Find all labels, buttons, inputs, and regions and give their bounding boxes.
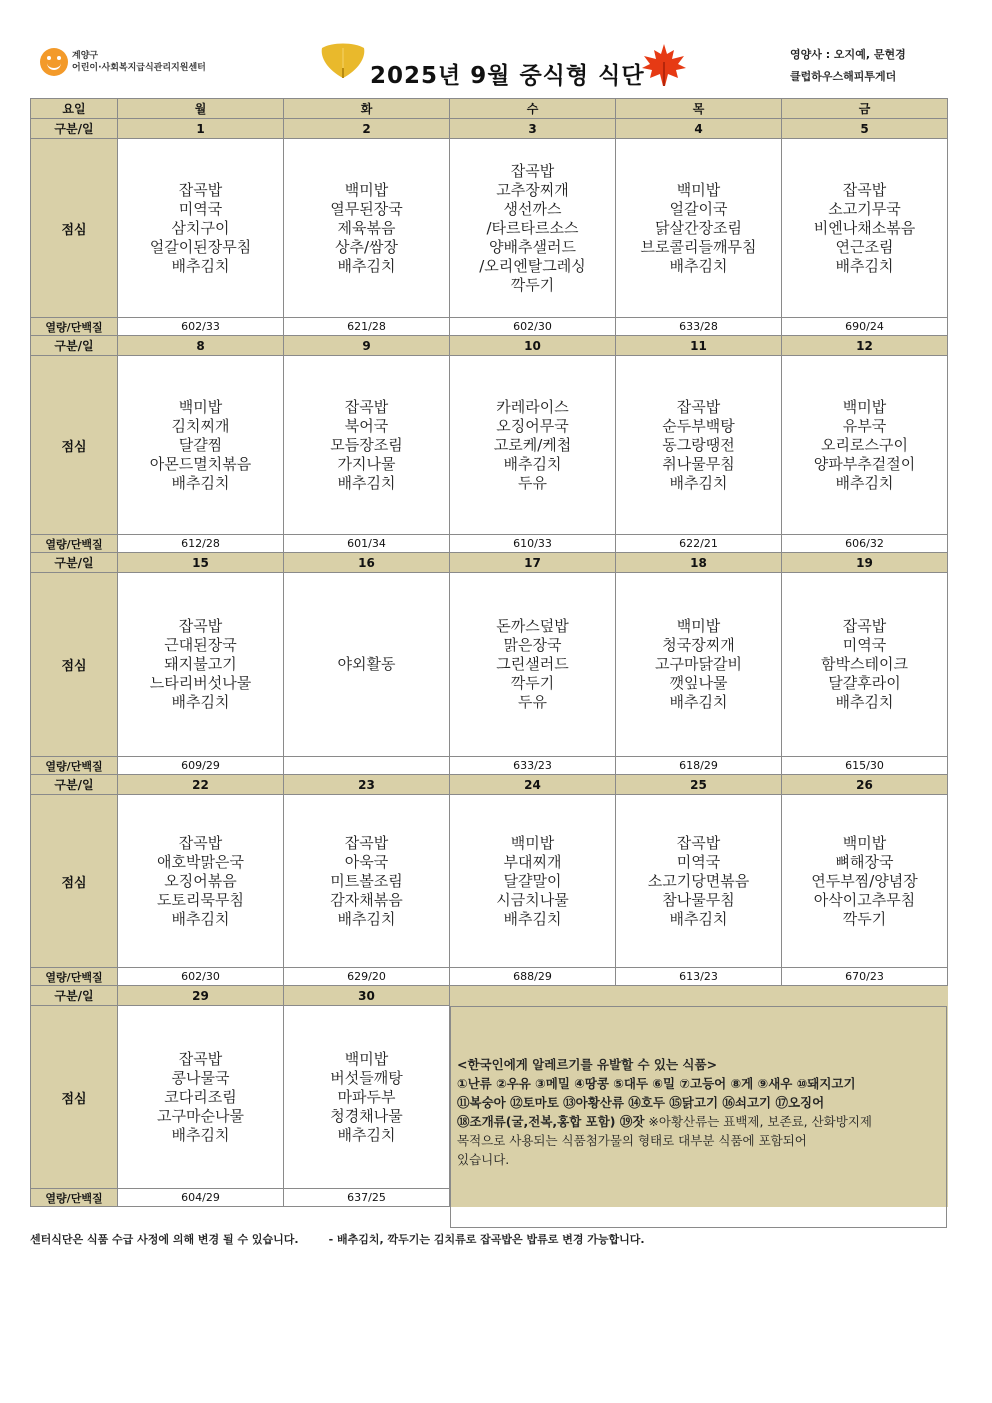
kcal-row <box>31 318 948 336</box>
page-title: 2025년 9월 중식형 식단 <box>370 63 645 89</box>
kcal-cell: 602/30 <box>450 318 616 336</box>
date-cell: 29 <box>118 986 284 1006</box>
dish-item: 잡곡밥 <box>178 180 223 199</box>
allergy-line2: ⑪복숭아 ⑫토마토 ⑬아황산류 ⑭호두 ⑮닭고기 ⑯쇠고기 ⑰오징어 <box>457 1095 825 1110</box>
dish-item: 고로케/케첩 <box>493 435 572 454</box>
dish-item: 배추김치 <box>669 693 728 711</box>
dish-item: 카레라이스 <box>496 397 569 416</box>
kcal-cell: 612/28 <box>118 535 284 553</box>
date-cell: 2 <box>284 119 450 139</box>
allergy-heading: <한국인에게 알레르기를 유발할 수 있는 식품> <box>457 1057 718 1072</box>
dish-item: 백미밥 <box>344 180 389 199</box>
dish-item: 잡곡밥 <box>842 617 887 635</box>
dish-item: 배추김치 <box>171 256 230 275</box>
dish-item: 달걀말이 <box>503 871 562 890</box>
dish-item: 미역국 <box>676 852 721 871</box>
division-date-label: 구분/일 <box>31 119 118 139</box>
meal-cell <box>284 356 450 535</box>
allergy-line5: 있습니다. <box>457 1152 510 1167</box>
kcal-protein-label: 열량/단백질 <box>31 535 118 553</box>
dish-item: 백미밥 <box>510 833 555 852</box>
dish-item: 청국장찌개 <box>662 636 735 654</box>
kcal-protein-label: 열량/단백질 <box>31 968 118 986</box>
dish-item: 배추김치 <box>337 473 396 492</box>
dish-item: 잡곡밥 <box>178 833 223 852</box>
dish-item: 그린샐러드 <box>496 655 569 673</box>
dish-item: 배추김치 <box>503 909 562 928</box>
dish-item: /오리엔탈그레싱 <box>479 256 586 275</box>
dish-item: 소고기무국 <box>828 199 901 218</box>
dish-item: 깻잎나물 <box>669 674 728 692</box>
allergy-notice <box>457 1055 942 1169</box>
lunch-row <box>31 139 948 318</box>
kcal-cell <box>284 757 450 775</box>
allergy-line3-bold: ⑱조개류(굴,전복,홍합 포함) ⑲잣 <box>457 1114 645 1129</box>
dish-item: 잡곡밥 <box>676 833 721 852</box>
dish-item: 참나물무침 <box>662 890 735 909</box>
meal-cell <box>782 795 948 968</box>
kcal-cell: 615/30 <box>782 757 948 775</box>
meal-cell <box>118 573 284 757</box>
dish-item: 느타리버섯나물 <box>149 674 252 692</box>
weekday-header-row <box>31 99 948 119</box>
meal-cell <box>118 795 284 968</box>
dish-item: 상추/쌈장 <box>334 237 398 256</box>
dish-item: 얼갈이된장무침 <box>149 237 252 256</box>
dish-item: 잡곡밥 <box>178 1049 223 1068</box>
dish-item: 두유 <box>518 693 547 711</box>
dish-item: 생선까스 <box>503 199 562 218</box>
dish-item: 브로콜리들깨무침 <box>640 237 757 256</box>
meal-cell <box>616 139 782 318</box>
meal-cell <box>118 356 284 535</box>
dish-item: 백미밥 <box>344 1049 389 1068</box>
weekday-cell: 목 <box>616 99 782 119</box>
dish-item: 코다리조림 <box>164 1087 237 1106</box>
dish-item: 열무된장국 <box>330 199 403 218</box>
kcal-protein-label: 열량/단백질 <box>31 757 118 775</box>
dish-item: 배추김치 <box>669 473 728 492</box>
weekday-cell: 수 <box>450 99 616 119</box>
weekday-cell: 화 <box>284 99 450 119</box>
dish-item: 두유 <box>518 473 547 492</box>
dish-item: 순두부백탕 <box>662 416 735 435</box>
meal-cell <box>782 573 948 757</box>
dish-item: 감자채볶음 <box>330 890 403 909</box>
dish-item: 배추김치 <box>503 454 562 473</box>
dish-item: 뼈해장국 <box>835 852 894 871</box>
dish-item: 유부국 <box>842 416 887 435</box>
lunch-label: 점심 <box>31 795 118 968</box>
meal-cell <box>450 139 616 318</box>
kcal-protein-label: 열량/단백질 <box>31 1189 118 1207</box>
meal-cell <box>450 573 616 757</box>
dish-item: 깍두기 <box>510 674 555 692</box>
dish-item: 돈까스덮밥 <box>496 617 569 635</box>
dish-item: 동그랑땡전 <box>662 435 735 454</box>
dish-item: 배추김치 <box>337 1125 396 1144</box>
dish-item: 북어국 <box>344 416 389 435</box>
dish-item: 제육볶음 <box>337 218 396 237</box>
division-date-label: 구분/일 <box>31 336 118 356</box>
footer-notes <box>30 1231 645 1247</box>
allergy-line3-rest: ※아황산류는 표백제, 보존료, 산화방지제 <box>644 1114 872 1129</box>
dish-item: 연근조림 <box>835 237 894 256</box>
dish-item: 양파부추겉절이 <box>813 454 916 473</box>
dish-item: 달걀후라이 <box>828 674 901 692</box>
dish-item: 야외활동 <box>337 655 396 673</box>
dish-item: 배추김치 <box>835 473 894 492</box>
footer-note1: 센터식단은 식품 수급 사정에 의해 변경 될 수 있습니다. <box>30 1233 299 1246</box>
dish-item: 함박스테이크 <box>821 655 908 673</box>
date-cell: 3 <box>450 119 616 139</box>
maple-leaf-icon <box>640 42 688 90</box>
dish-item: 가지나물 <box>337 454 396 473</box>
dish-item: 배추김치 <box>171 909 230 928</box>
dish-item: 연두부찜/양념장 <box>811 871 918 890</box>
weekday-cell: 월 <box>118 99 284 119</box>
dish-item: 고구마닭갈비 <box>655 655 742 673</box>
dish-item: 잡곡밥 <box>676 397 721 416</box>
lunch-label: 점심 <box>31 139 118 318</box>
kcal-cell: 604/29 <box>118 1189 284 1207</box>
dish-item: 백미밥 <box>676 617 721 635</box>
dish-item: 배추김치 <box>835 256 894 275</box>
kcal-cell: 609/29 <box>118 757 284 775</box>
dish-item: 오리로스구이 <box>821 435 908 454</box>
facility-name: 클럽하우스해피투게더 <box>790 70 897 83</box>
meal-cell <box>450 356 616 535</box>
kcal-cell: 633/23 <box>450 757 616 775</box>
allergy-line3 <box>457 1112 942 1131</box>
footer-note2: - 배추김치, 깍두기는 김치류로 잡곡밥은 밥류로 변경 가능합니다. <box>328 1233 645 1246</box>
staff-info <box>790 44 906 88</box>
dish-item: 콩나물국 <box>171 1068 230 1087</box>
date-cell: 10 <box>450 336 616 356</box>
lunch-label: 점심 <box>31 1006 118 1189</box>
date-cell: 11 <box>616 336 782 356</box>
allergy-line4: 목적으로 사용되는 식품첨가물의 형태로 대부분 식품에 포함되어 <box>457 1133 807 1148</box>
date-cell: 15 <box>118 553 284 573</box>
division-date-label: 구분/일 <box>31 775 118 795</box>
dish-item: 돼지불고기 <box>164 655 237 673</box>
org-logo <box>40 48 206 76</box>
dish-item: 부대찌개 <box>503 852 562 871</box>
dish-item: 김치찌개 <box>171 416 230 435</box>
dish-item: 배추김치 <box>337 909 396 928</box>
lunch-row <box>31 795 948 968</box>
kcal-cell: 637/25 <box>284 1189 450 1207</box>
date-cell: 30 <box>284 986 450 1006</box>
kcal-cell: 602/33 <box>118 318 284 336</box>
dish-item: 마파두부 <box>337 1087 396 1106</box>
lunch-label: 점심 <box>31 573 118 757</box>
ginkgo-leaf-icon <box>318 40 368 80</box>
dietitian-names: 영양사 : 오지예, 문현경 <box>790 48 906 61</box>
meal-cell <box>616 573 782 757</box>
meal-cell <box>118 139 284 318</box>
date-cell: 18 <box>616 553 782 573</box>
dish-item: 아욱국 <box>344 852 389 871</box>
kcal-row <box>31 535 948 553</box>
dish-item: 배추김치 <box>171 693 230 711</box>
dish-item: 모듬장조림 <box>330 435 403 454</box>
date-cell: 12 <box>782 336 948 356</box>
meal-cell <box>118 1006 284 1189</box>
dish-item: 배추김치 <box>835 693 894 711</box>
date-cell: 8 <box>118 336 284 356</box>
kcal-cell: 601/34 <box>284 535 450 553</box>
kcal-cell: 606/32 <box>782 535 948 553</box>
dish-item: 깍두기 <box>842 909 887 928</box>
date-row <box>31 986 948 1006</box>
dish-item: /타르타르소스 <box>486 218 579 237</box>
org-name-line1: 계양구 <box>72 51 99 61</box>
date-cell: 26 <box>782 775 948 795</box>
dish-item: 잡곡밥 <box>842 180 887 199</box>
dish-item: 맑은장국 <box>503 636 562 654</box>
date-row <box>31 336 948 356</box>
meal-cell <box>616 356 782 535</box>
dish-item: 백미밥 <box>842 833 887 852</box>
meal-cell <box>284 139 450 318</box>
division-date-label: 구분/일 <box>31 553 118 573</box>
dish-item: 고추장찌개 <box>496 180 569 199</box>
dish-item: 근대된장국 <box>164 636 237 654</box>
org-name-line2: 어린이·사회복지급식관리지원센터 <box>72 63 206 73</box>
division-date-label: 구분/일 <box>31 986 118 1006</box>
date-cell: 1 <box>118 119 284 139</box>
dish-item: 삼치구이 <box>171 218 230 237</box>
meal-cell <box>782 139 948 318</box>
meal-cell <box>450 795 616 968</box>
meal-cell <box>616 795 782 968</box>
lunch-row <box>31 573 948 757</box>
dish-item: 취나물무침 <box>662 454 735 473</box>
dish-item: 애호박맑은국 <box>157 852 244 871</box>
date-row <box>31 119 948 139</box>
dish-item: 양배추샐러드 <box>489 237 576 256</box>
dish-item: 아몬드멸치볶음 <box>149 454 252 473</box>
dish-item: 미역국 <box>178 199 223 218</box>
kcal-cell: 690/24 <box>782 318 948 336</box>
dish-item: 소고기당면볶음 <box>647 871 750 890</box>
dish-item: 배추김치 <box>669 909 728 928</box>
kcal-cell: 621/28 <box>284 318 450 336</box>
kcal-cell: 610/33 <box>450 535 616 553</box>
lunch-row <box>31 356 948 535</box>
weekday-label: 요일 <box>31 99 118 119</box>
weekday-cell: 금 <box>782 99 948 119</box>
kcal-row <box>31 757 948 775</box>
date-cell: 25 <box>616 775 782 795</box>
dish-item: 깍두기 <box>510 275 555 294</box>
kcal-cell: 688/29 <box>450 968 616 986</box>
dish-item: 미트볼조림 <box>330 871 403 890</box>
dish-item: 시금치나물 <box>496 890 569 909</box>
dish-item: 배추김치 <box>171 473 230 492</box>
meal-cell <box>284 795 450 968</box>
dish-item: 고구마순나물 <box>157 1106 244 1125</box>
dish-item: 잡곡밥 <box>344 833 389 852</box>
date-row <box>31 775 948 795</box>
dish-item: 버섯들깨탕 <box>330 1068 403 1087</box>
kcal-protein-label: 열량/단백질 <box>31 318 118 336</box>
dish-item: 배추김치 <box>337 256 396 275</box>
dish-item: 잡곡밥 <box>178 617 223 635</box>
dish-item: 미역국 <box>842 636 887 654</box>
dish-item: 오징어볶음 <box>164 871 237 890</box>
date-cell: 17 <box>450 553 616 573</box>
kcal-cell: 670/23 <box>782 968 948 986</box>
kcal-cell: 633/28 <box>616 318 782 336</box>
dish-item: 도토리묵무침 <box>157 890 244 909</box>
date-cell: 19 <box>782 553 948 573</box>
dish-item: 아삭이고추무침 <box>813 890 916 909</box>
kcal-cell: 613/23 <box>616 968 782 986</box>
dish-item: 청경채나물 <box>330 1106 403 1125</box>
kcal-cell: 622/21 <box>616 535 782 553</box>
meal-cell <box>284 1006 450 1189</box>
meal-cell <box>284 573 450 757</box>
date-cell: 9 <box>284 336 450 356</box>
dish-item: 달걀찜 <box>178 435 223 454</box>
date-cell: 23 <box>284 775 450 795</box>
dish-item: 잡곡밥 <box>344 397 389 416</box>
dish-item: 배추김치 <box>669 256 728 275</box>
dish-item: 잡곡밥 <box>510 161 555 180</box>
date-row <box>31 553 948 573</box>
kcal-cell: 618/29 <box>616 757 782 775</box>
kcal-row <box>31 968 948 986</box>
dish-item: 닭살간장조림 <box>655 218 742 237</box>
date-cell: 22 <box>118 775 284 795</box>
meal-cell <box>782 356 948 535</box>
dish-item: 백미밥 <box>842 397 887 416</box>
date-cell: 24 <box>450 775 616 795</box>
date-cell: 16 <box>284 553 450 573</box>
date-cell: 4 <box>616 119 782 139</box>
allergy-line1: ①난류 ②우유 ③메밀 ④땅콩 ⑤대두 ⑥밀 ⑦고등어 ⑧게 ⑨새우 ⑩돼지고기 <box>457 1076 856 1091</box>
lunch-label: 점심 <box>31 356 118 535</box>
dish-item: 백미밥 <box>676 180 721 199</box>
dish-item: 비엔나채소볶음 <box>813 218 916 237</box>
dish-item: 배추김치 <box>171 1125 230 1144</box>
kcal-cell: 629/20 <box>284 968 450 986</box>
date-cell: 5 <box>782 119 948 139</box>
dish-item: 얼갈이국 <box>669 199 728 218</box>
kcal-cell: 602/30 <box>118 968 284 986</box>
dish-item: 오징어무국 <box>496 416 569 435</box>
dish-item: 백미밥 <box>178 397 223 416</box>
smile-logo-icon <box>40 48 68 76</box>
